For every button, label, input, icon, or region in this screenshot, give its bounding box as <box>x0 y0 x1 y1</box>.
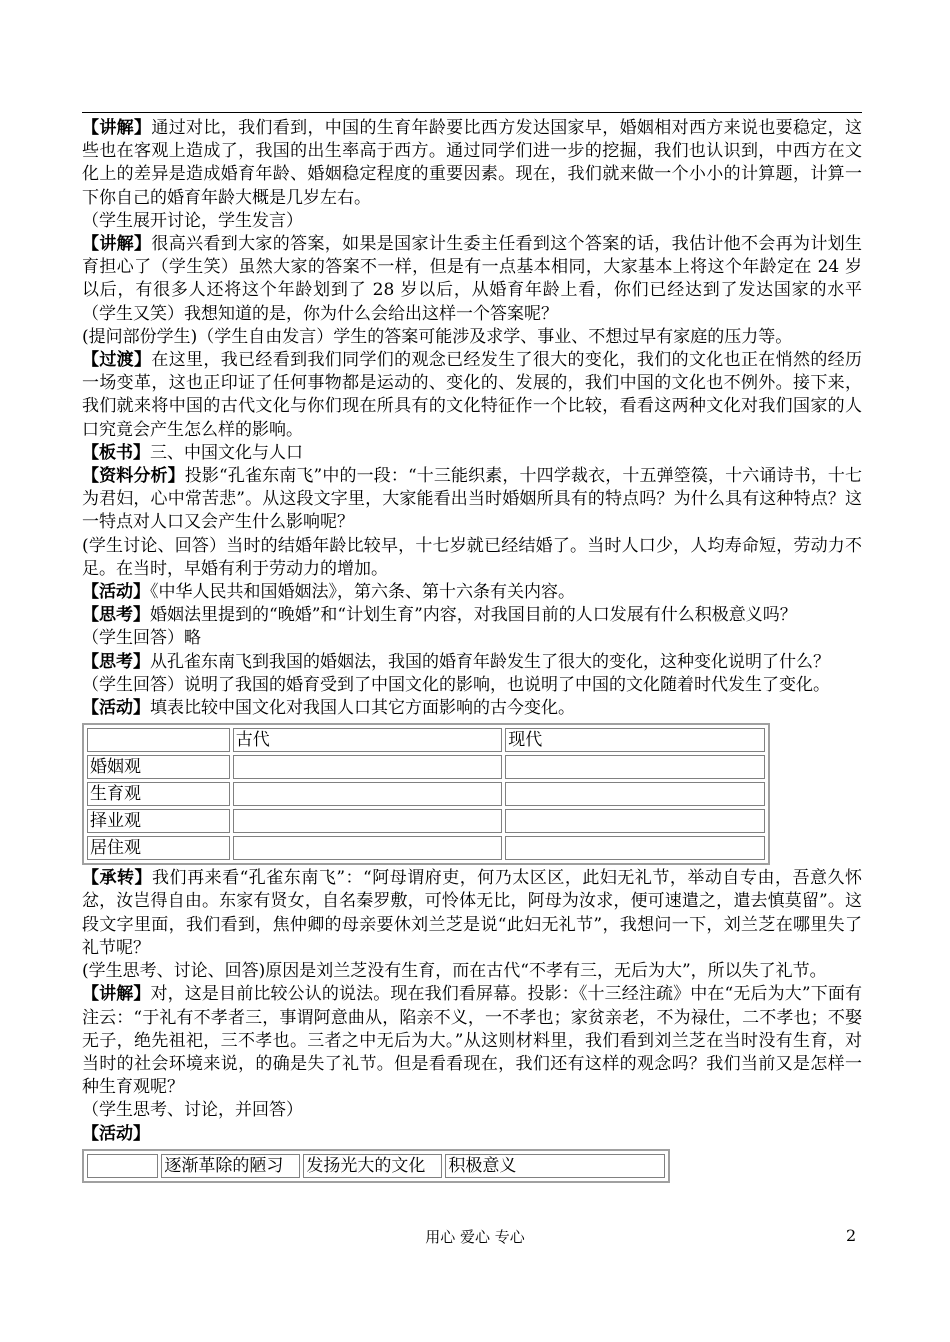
paragraph-text: 填表比较中国文化对我国人口其它方面影响的古今变化。 <box>150 698 575 719</box>
table-header-significance: 积极意义 <box>445 1154 665 1178</box>
paragraph-text: （学生展开讨论，学生发言） <box>82 210 303 231</box>
table-cell <box>233 755 502 779</box>
culture-activity-table <box>82 1149 670 1183</box>
paragraph-text: 在这里，我已经看到我们同学们的观念已经发生了很大的变化，我们的文化也正在悄然的经历一场变革，这也正印证了任何事物都是运动的、变化的、发展的，我们中国的文化也不例外。接下来，我们就来将中国的古代文化与你们现在所具有的文化特征作一个比较，看看这两种文化对我们国家的人口究竟会产生怎么样的影响。 <box>82 350 863 440</box>
table-row <box>87 782 765 806</box>
table-row <box>87 836 765 860</box>
paragraph <box>82 1099 862 1122</box>
section-tag: 【资料分析】 <box>82 466 185 487</box>
paragraph <box>82 983 862 1099</box>
paragraph-text: 通过对比，我们看到，中国的生育年龄要比西方发达国家早，婚姻相对西方来说也要稳定，这些也在客观上造成了，我国的出生率高于西方。通过同学们进一步的挖掘，我们也认识到，中西方在文化上的差异是造成婚育年龄、婚姻稳定程度的重要因素。现在，我们就来做一个小小的计算题，计算一下你自己的婚育年龄大概是几岁左右。 <box>82 118 863 208</box>
section-tag: 【讲解】 <box>82 118 152 138</box>
paragraph <box>82 604 862 627</box>
document-body <box>82 117 862 1185</box>
paragraph-text: 很高兴看到大家的答案，如果是国家计生委主任看到这个答案的话，我估计他不会再为计划生育担心了（学生笑）虽然大家的答案不一样，但是有一点基本相同，大家基本上将这个年龄定在 24 岁以后，有很多人还将这个年龄划到了 28 岁以后，从婚育年龄上看，你们已经达到了发达国家的水平（学生又笑）我想知道的是，你为什么会给出这样一个答案呢？ <box>82 234 863 324</box>
table-cell <box>505 809 765 833</box>
paragraph <box>82 233 862 326</box>
paragraph <box>82 651 862 674</box>
comparison-table <box>82 723 770 865</box>
row-label: 生育观 <box>87 782 230 806</box>
section-tag: 【活动】 <box>82 1123 150 1144</box>
paragraph-group-2 <box>82 867 862 1145</box>
table-cell <box>505 755 765 779</box>
paragraph <box>82 442 862 465</box>
section-tag: 【讲解】 <box>82 234 152 255</box>
paragraph-text: 对，这是目前比较公认的说法。现在我们看屏幕。投影：《十三经注疏》中在“无后为大”下面有注云：“于礼有不孝者三，事谓阿意曲从，陷亲不义，一不孝也；家贫亲老，不为禄仕，二不孝也；不娶无子，绝先祖祀，三不孝也。三者之中无后为大。”从这则材料里，我们看到刘兰芝在当时没有生育，对当时的社会环境来说，的确是失了礼节。但是看看现在，我们还有这样的观念吗？我们当前又是怎样一种生育观呢？ <box>82 984 862 1098</box>
table-header-row <box>87 728 765 752</box>
paragraph-text: 投影“孔雀东南飞”中的一段：“十三能织素，十四学裁衣，十五弹箜篌，十六诵诗书，十七为君妇，心中常苦悲”。从这段文字里，大家能看出当时婚姻所具有的特点吗？为什么具有这种特点？这一特点对人口又会产生什么影响呢？ <box>82 466 863 533</box>
table-header-modern: 现代 <box>505 728 765 752</box>
section-tag: 【过渡】 <box>82 350 152 371</box>
table-cell <box>233 809 502 833</box>
paragraph-text: (提问部份学生)（学生自由发言）学生的答案可能涉及求学、事业、不想过早有家庭的压力等。 <box>82 326 793 347</box>
paragraph <box>82 627 862 650</box>
section-tag: 【活动】 <box>82 698 150 719</box>
table-cell <box>233 782 502 806</box>
paragraph-text: (学生讨论、回答）当时的结婚年龄比较早，十七岁就已经结婚了。当时人口少，人均寿命短，劳动力不足。在当时，早婚有利于劳动力的增加。 <box>82 535 862 579</box>
row-label: 择业观 <box>87 809 230 833</box>
paragraph <box>82 581 862 604</box>
paragraph <box>82 960 862 983</box>
paragraph-text: 三、中国文化与人口 <box>150 442 303 463</box>
paragraph <box>82 535 862 581</box>
paragraph <box>82 210 862 233</box>
table-cell <box>505 782 765 806</box>
section-tag: 【活动】 <box>82 582 150 603</box>
table-cell <box>505 836 765 860</box>
table-row <box>87 809 765 833</box>
paragraph <box>82 326 862 349</box>
table-header-row <box>87 1154 665 1178</box>
section-tag: 【讲解】 <box>82 984 151 1005</box>
section-tag: 【板书】 <box>82 442 150 463</box>
section-tag: 【承转】 <box>82 868 153 889</box>
paragraph-text: 婚姻法里提到的“晚婚”和“计划生育”内容，对我国目前的人口发展有什么积极意义吗？ <box>150 605 797 626</box>
header-rule <box>82 112 862 113</box>
paragraph <box>82 1123 862 1146</box>
paragraph-text: 我们再来看“孔雀东南飞”：“阿母谓府吏，何乃太区区，此妇无礼节，举动自专由，吾意久怀忿，汝岂得自由。东家有贤女，自名秦罗敷，可怜体无比，阿母为汝求，便可速遣之，遣去慎莫留”。这段文字里面，我们看到，焦仲卿的母亲要休刘兰芝是说“此妇无礼节”，我想问一下，刘兰芝在哪里失了礼节呢？ <box>82 868 863 958</box>
paragraph-text: （学生思考、讨论，并回答） <box>82 1100 303 1121</box>
section-tag: 【思考】 <box>82 605 150 626</box>
table-cell <box>87 728 230 752</box>
paragraph-text: （学生回答）说明了我国的婚育受到了中国文化的影响，也说明了中国的文化随着时代发生了变化。 <box>82 674 830 695</box>
table-cell <box>87 1154 158 1178</box>
paragraph <box>82 465 862 535</box>
paragraph <box>82 674 862 697</box>
paragraph-text: 从孔雀东南飞到我国的婚姻法，我国的婚育年龄发生了很大的变化，这种变化说明了什么？ <box>150 651 830 672</box>
table-header-abolished: 逐渐革除的陋习 <box>161 1154 300 1178</box>
paragraph-text: （学生回答）略 <box>82 628 201 649</box>
paragraph <box>82 697 862 720</box>
paragraph-text: (学生思考、讨论、回答)原因是刘兰芝没有生育，而在古代“不孝有三，无后为大”，所以失了礼节。 <box>82 961 827 982</box>
table-row <box>87 755 765 779</box>
paragraph <box>82 117 862 210</box>
table-header-ancient: 古代 <box>233 728 502 752</box>
page-footer: 用心 爱心 专心 <box>425 1228 525 1246</box>
section-tag: 【思考】 <box>82 651 150 672</box>
table-cell <box>233 836 502 860</box>
row-label: 居住观 <box>87 836 230 860</box>
paragraph-text: 《中华人民共和国婚姻法》，第六条、第十六条有关内容。 <box>150 582 575 603</box>
paragraph-group-1 <box>82 117 862 720</box>
paragraph <box>82 867 862 960</box>
row-label: 婚姻观 <box>87 755 230 779</box>
page-number: 2 <box>846 1226 857 1245</box>
table-header-promoted: 发扬光大的文化 <box>303 1154 442 1178</box>
paragraph <box>82 349 862 442</box>
